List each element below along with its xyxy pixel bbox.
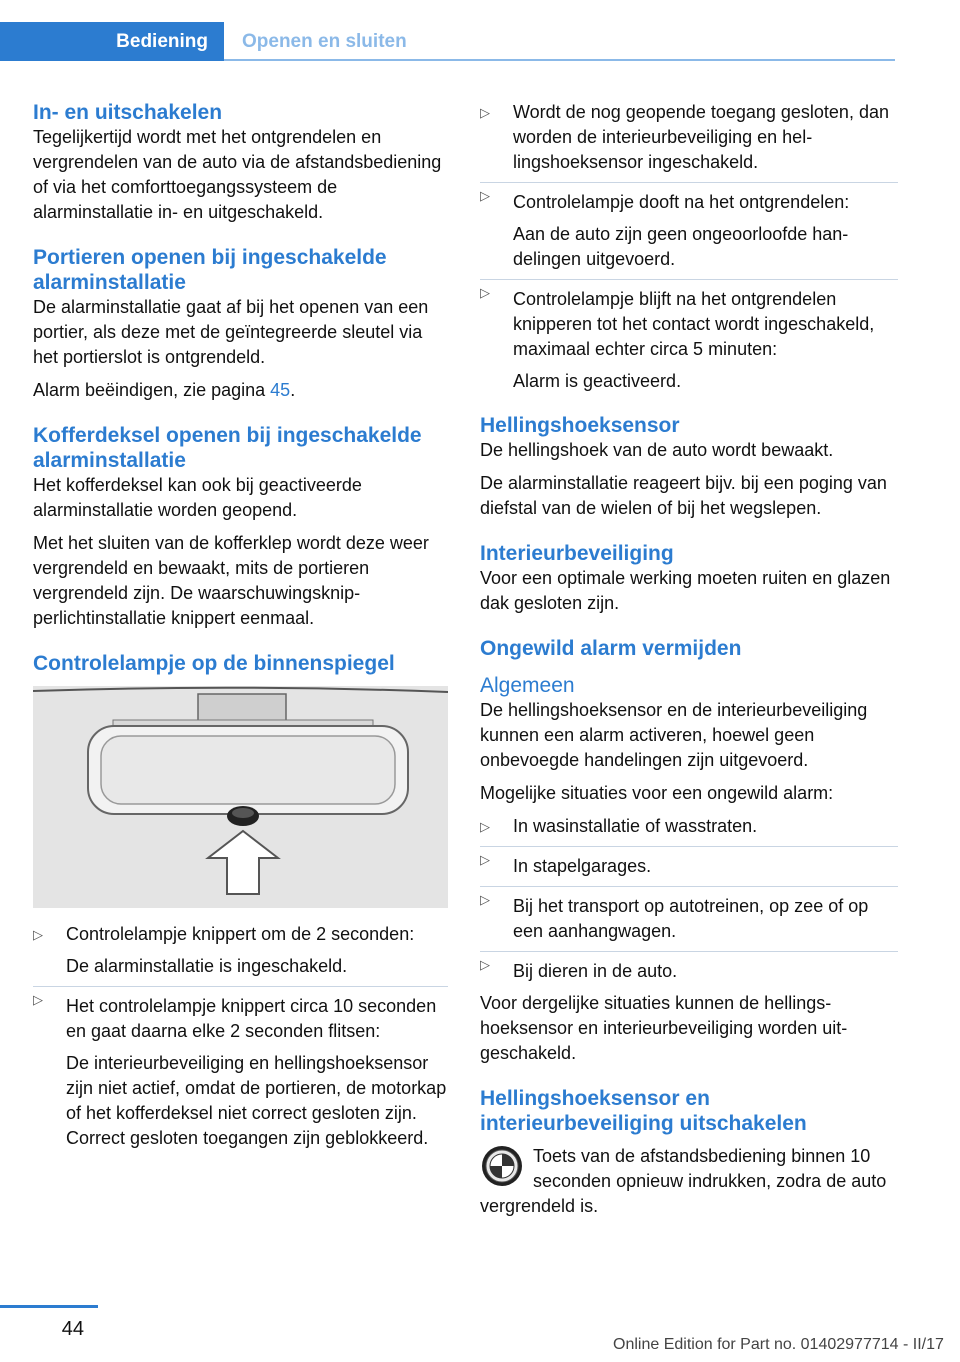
list-item: ▷ Bij dieren in de auto. bbox=[480, 951, 898, 984]
paragraph: De hellingshoeksensor en de interieurbeveiliging kunnen een alarm activeren, hoewel geen onbevoegde handelingen zijn uitgevoerd. bbox=[480, 700, 868, 770]
paragraph: Voor een optimale werking moeten ruiten en glazen dak gesloten zijn. bbox=[480, 568, 891, 613]
footer-rule bbox=[0, 1305, 98, 1308]
section-title-uitschakelen: Hellingshoeksensor en interieurbeveiliging uitschakelen bbox=[480, 1087, 807, 1135]
remote-key-icon bbox=[480, 1144, 524, 1188]
list-item: ▷ Wordt de nog geopende toegang gesloten, dan worden de interieurbeveiliging en hellingshoeksensor ingeschakeld. bbox=[480, 100, 898, 175]
page-number: 44 bbox=[61, 1318, 84, 1340]
header-tabs bbox=[0, 22, 895, 62]
paragraph: Mogelijke situaties voor een ongewild alarm: bbox=[480, 783, 834, 803]
section-title-controlelampje: Controlelampje op de binnenspiegel bbox=[33, 652, 395, 675]
list-item: ▷ Bij het transport op autotreinen, op zee of op een aanhangwagen. bbox=[480, 886, 898, 944]
header-rule bbox=[224, 59, 895, 61]
list-item: ▷ In wasinstallatie of wasstraten. bbox=[480, 814, 898, 839]
tab-bediening[interactable]: Bediening bbox=[0, 22, 224, 61]
right-column bbox=[480, 100, 898, 1227]
list-item: ▷ Het controlelampje knippert circa 10 seconden en gaat daarna elke 2 seconden flitsen: De interieurbeveiliging en hellingshoeksensor zijn niet actief, omdat de portieren, de motorkap of het kofferdeksel niet correct gesloten zijn. Correct gesloten toegangen zijn geblokkeerd. bbox=[33, 986, 448, 1151]
section-title-kofferdeksel: Kofferdeksel openen bij ingeschakelde alarminstallatie bbox=[33, 424, 422, 472]
section-title-in-uitschakelen: In- en uitschakelen bbox=[33, 101, 223, 124]
section-title-ongewild-alarm: Ongewild alarm vermijden bbox=[480, 637, 742, 660]
lamp-list bbox=[33, 922, 448, 1151]
paragraph: Tegelijkertijd wordt met het ontgrendelen en vergrendelen van de auto via de afstandsbediening of via het comforttoegangssysteem de alarminstallatie in- en uitgeschakeld. bbox=[33, 127, 442, 222]
list-item: ▷ Controlelampje knippert om de 2 seconden: De alarminstallatie is ingeschakeld. bbox=[33, 922, 448, 979]
footer-edition: Online Edition for Part no. 01402977714 - II/17 bbox=[613, 1336, 944, 1353]
list-item: ▷ Controlelampje blijft na het ontgrendelen knipperen tot het contact wordt ingeschakeld, maximaal echter circa 5 minuten: Alarm is geactiveerd. bbox=[480, 279, 898, 394]
subsection-title-algemeen: Algemeen bbox=[480, 674, 575, 697]
paragraph: Voor dergelijke situaties kunnen de hellingshoeksensor en interieurbeveiliging worden uitgeschakeld. bbox=[480, 993, 848, 1063]
section-title-hellingshoeksensor: Hellingshoeksensor bbox=[480, 414, 680, 437]
section-title-portieren: Portieren openen bij ingeschakelde alarminstallatie bbox=[33, 246, 387, 294]
paragraph-remote-key: Toets van de afstandsbediening binnen 10 seconden opnieuw indrukken, zodra de auto vergrendeld is. bbox=[480, 1146, 887, 1216]
paragraph: De alarminstallatie reageert bijv. bij een poging van diefstal van de wielen of bij het wegslepen. bbox=[480, 473, 887, 518]
section-title-interieurbeveiliging: Interieurbeveiliging bbox=[480, 542, 674, 565]
list-item: ▷ In stapelgarages. bbox=[480, 846, 898, 879]
mirror-illustration bbox=[33, 686, 448, 908]
paragraph: Met het sluiten van de kofferklep wordt deze weer vergrendeld en bewaakt, mits de portieren vergrendeld zijn. De waarschuwingsknipperlichtinstallatie knippert eenmaal. bbox=[33, 533, 429, 628]
paragraph-alarm-link: Alarm beëindigen, zie pagina 45. bbox=[33, 380, 296, 400]
left-column bbox=[33, 100, 448, 1158]
paragraph: Het kofferdeksel kan ook bij geactiveerde alarminstallatie worden geopend. bbox=[33, 475, 362, 520]
tab-openen-en-sluiten[interactable]: Openen en sluiten bbox=[242, 30, 407, 52]
page-link[interactable]: 45 bbox=[270, 380, 291, 400]
list-item: ▷ Controlelampje dooft na het ontgrendelen: Aan de auto zijn geen ongeoorloofde handelingen uitgevoerd. bbox=[480, 182, 898, 272]
paragraph: De hellingshoek van de auto wordt bewaakt. bbox=[480, 440, 834, 460]
paragraph: De alarminstallatie gaat af bij het openen van een portier, als deze met de geïntegreerde sleutel via het portierslot is ontgrendeld. bbox=[33, 297, 429, 367]
lamp-list-continued bbox=[480, 100, 898, 394]
situation-list bbox=[480, 814, 898, 984]
